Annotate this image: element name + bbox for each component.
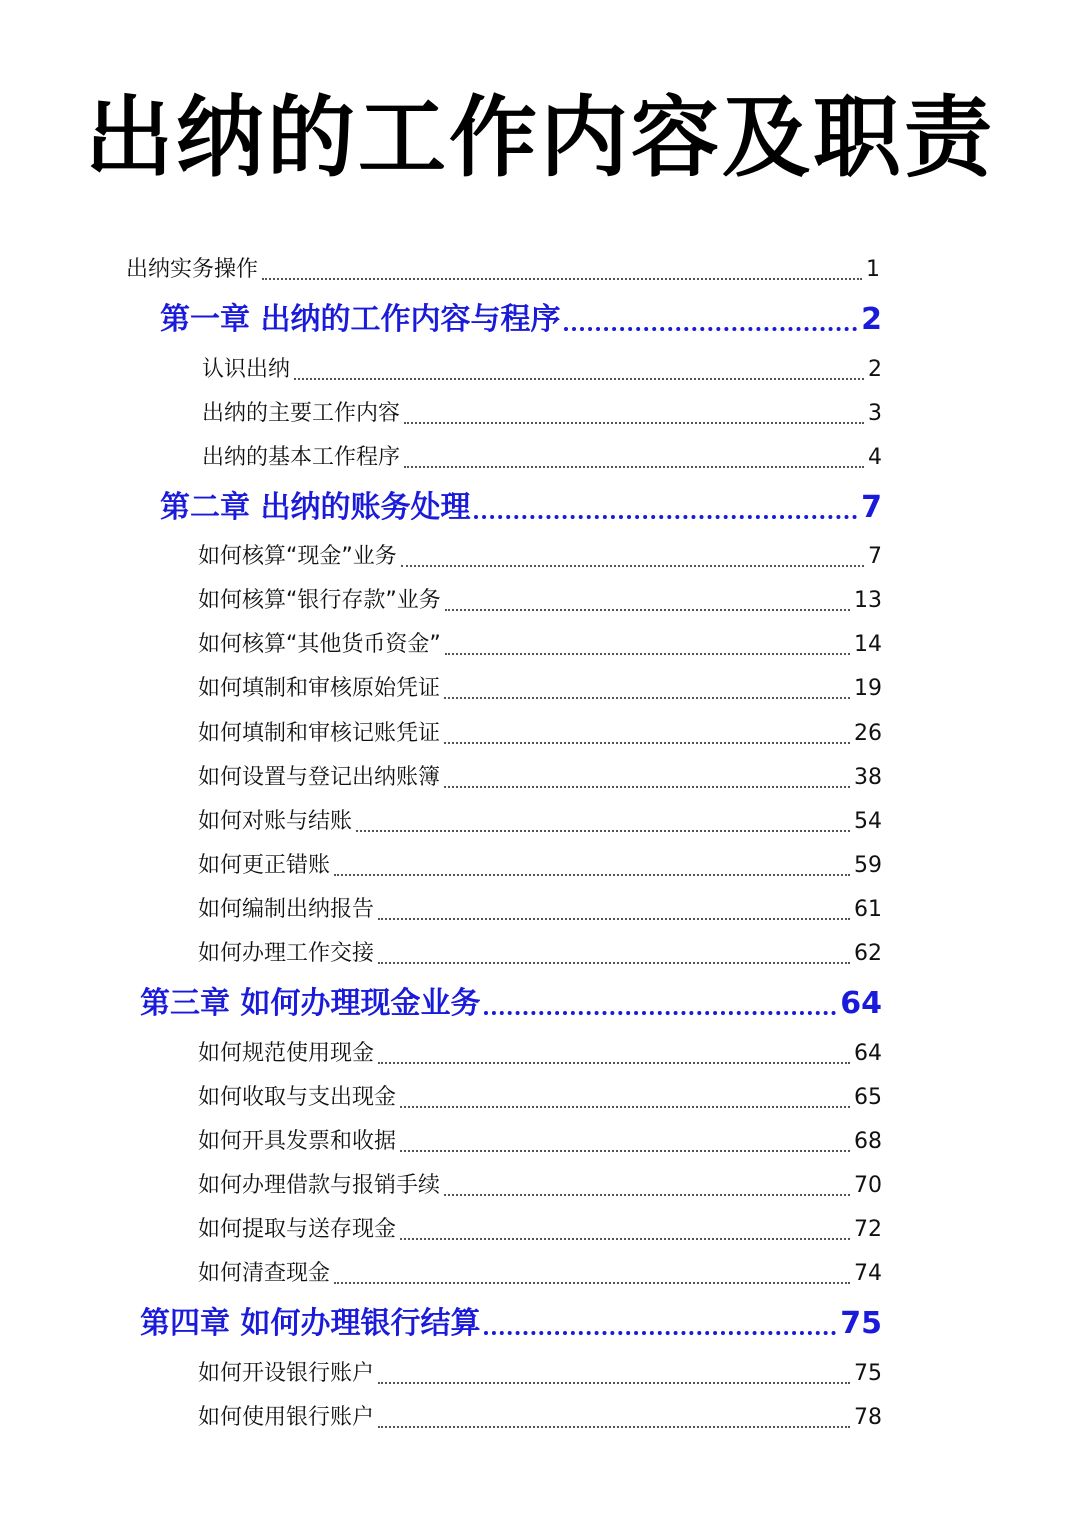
toc-entry-title: 认识出纳	[202, 357, 291, 382]
toc-entry-title: 第一章 出纳的工作内容与程序	[160, 302, 561, 337]
dot-leader	[444, 697, 850, 699]
toc-entry-title: 如何更正错账	[198, 853, 331, 878]
toc-entry-title: 如何清查现金	[198, 1261, 331, 1286]
toc-section[interactable]	[198, 1257, 882, 1291]
dot-leader	[445, 609, 850, 611]
dot-leader	[262, 278, 862, 280]
toc-section[interactable]	[198, 1037, 882, 1071]
dot-leader	[378, 918, 850, 920]
dot-leader	[444, 1194, 850, 1196]
toc-page-number: 26	[854, 721, 882, 746]
toc-chapter-3[interactable]	[140, 982, 882, 1026]
dot-leader	[378, 1062, 850, 1064]
dot-leader	[356, 830, 850, 832]
toc-page-number: 75	[854, 1361, 882, 1386]
toc-section[interactable]	[198, 1169, 882, 1203]
toc-page-number: 7	[861, 490, 882, 525]
toc-page-number: 4	[868, 445, 882, 470]
toc-section[interactable]	[202, 441, 882, 475]
toc-page-number: 14	[854, 632, 882, 657]
toc-section[interactable]	[198, 1125, 882, 1159]
dot-leader	[444, 742, 850, 744]
toc-page-number: 74	[854, 1261, 882, 1286]
toc-entry-title: 第三章 如何办理现金业务	[140, 986, 481, 1021]
dot-leader	[294, 378, 864, 380]
dot-leader	[334, 1282, 850, 1284]
toc-section[interactable]	[198, 937, 882, 971]
dot-leader	[484, 1011, 836, 1015]
toc-entry-title: 出纳的基本工作程序	[202, 445, 401, 470]
toc-entry-top[interactable]	[126, 253, 880, 287]
toc-entry-title: 如何核算“其他货币资金”	[198, 632, 441, 657]
toc-page-number: 72	[854, 1217, 882, 1242]
dot-leader	[445, 653, 850, 655]
toc-entry-title: 如何核算“现金”业务	[198, 544, 397, 569]
toc-page-number: 3	[868, 401, 882, 426]
dot-leader	[400, 1150, 850, 1152]
dot-leader	[401, 565, 864, 567]
toc-section[interactable]	[198, 672, 882, 706]
toc-page-number: 62	[854, 941, 882, 966]
toc-section[interactable]	[198, 805, 882, 839]
toc-entry-title: 如何规范使用现金	[198, 1041, 375, 1066]
dot-leader	[400, 1238, 850, 1240]
toc-section[interactable]	[198, 1357, 882, 1391]
toc-section[interactable]	[198, 540, 882, 574]
toc-chapter-1[interactable]	[160, 298, 882, 342]
toc-entry-title: 第四章 如何办理银行结算	[140, 1306, 481, 1341]
dot-leader	[378, 962, 850, 964]
toc-entry-title: 出纳实务操作	[126, 257, 259, 282]
toc-entry-title: 如何填制和审核原始凭证	[198, 676, 441, 701]
toc-entry-title: 如何对账与结账	[198, 809, 353, 834]
toc-page-number: 54	[854, 809, 882, 834]
toc-chapter-4[interactable]	[140, 1302, 882, 1346]
dot-leader	[378, 1382, 850, 1384]
toc-entry-title: 如何设置与登记出纳账簿	[198, 765, 441, 790]
toc-section[interactable]	[198, 893, 882, 927]
toc-section[interactable]	[198, 1401, 882, 1435]
toc-page-number: 2	[868, 357, 882, 382]
toc-page-number: 70	[854, 1173, 882, 1198]
toc-page-number: 38	[854, 765, 882, 790]
toc-section[interactable]	[198, 761, 882, 795]
toc-page-number: 64	[854, 1041, 882, 1066]
dot-leader	[404, 422, 864, 424]
toc-entry-title: 如何填制和审核记账凭证	[198, 721, 441, 746]
dot-leader	[444, 786, 850, 788]
toc-entry-title: 如何开具发票和收据	[198, 1129, 397, 1154]
toc-entry-title: 出纳的主要工作内容	[202, 401, 401, 426]
toc-chapter-2[interactable]	[160, 486, 882, 530]
toc-entry-title: 如何收取与支出现金	[198, 1085, 397, 1110]
toc-page-number: 2	[861, 302, 882, 337]
toc-section[interactable]	[198, 628, 882, 662]
toc-entry-title: 如何办理借款与报销手续	[198, 1173, 441, 1198]
dot-leader	[484, 1331, 836, 1335]
toc-entry-title: 如何提取与送存现金	[198, 1217, 397, 1242]
toc-page-number: 7	[868, 544, 882, 569]
toc-section[interactable]	[198, 1081, 882, 1115]
dot-leader	[564, 327, 857, 331]
toc-section[interactable]	[198, 849, 882, 883]
toc-page-number: 65	[854, 1085, 882, 1110]
toc-section[interactable]	[202, 353, 882, 387]
toc-section[interactable]	[202, 397, 882, 431]
dot-leader	[474, 515, 857, 519]
toc-entry-title: 如何编制出纳报告	[198, 897, 375, 922]
toc-section[interactable]	[198, 1213, 882, 1247]
toc-page-number: 59	[854, 853, 882, 878]
toc-page-number: 1	[866, 257, 880, 282]
toc-page-number: 68	[854, 1129, 882, 1154]
page-title: 出纳的工作内容及职责	[84, 86, 995, 189]
toc-page-number: 61	[854, 897, 882, 922]
dot-leader	[334, 874, 850, 876]
toc-page-number: 75	[840, 1306, 882, 1341]
dot-leader	[400, 1106, 850, 1108]
toc-page-number: 64	[840, 986, 882, 1021]
toc-entry-title: 如何核算“银行存款”业务	[198, 588, 441, 613]
toc-page-number: 13	[854, 588, 882, 613]
toc-section[interactable]	[198, 717, 882, 751]
toc-entry-title: 如何使用银行账户	[198, 1405, 375, 1430]
dot-leader	[378, 1426, 850, 1428]
toc-entry-title: 第二章 出纳的账务处理	[160, 490, 471, 525]
toc-entry-title: 如何办理工作交接	[198, 941, 375, 966]
toc-page-number: 19	[854, 676, 882, 701]
dot-leader	[404, 466, 864, 468]
toc-entry-title: 如何开设银行账户	[198, 1361, 375, 1386]
toc-section[interactable]	[198, 584, 882, 618]
toc-page-number: 78	[854, 1405, 882, 1430]
